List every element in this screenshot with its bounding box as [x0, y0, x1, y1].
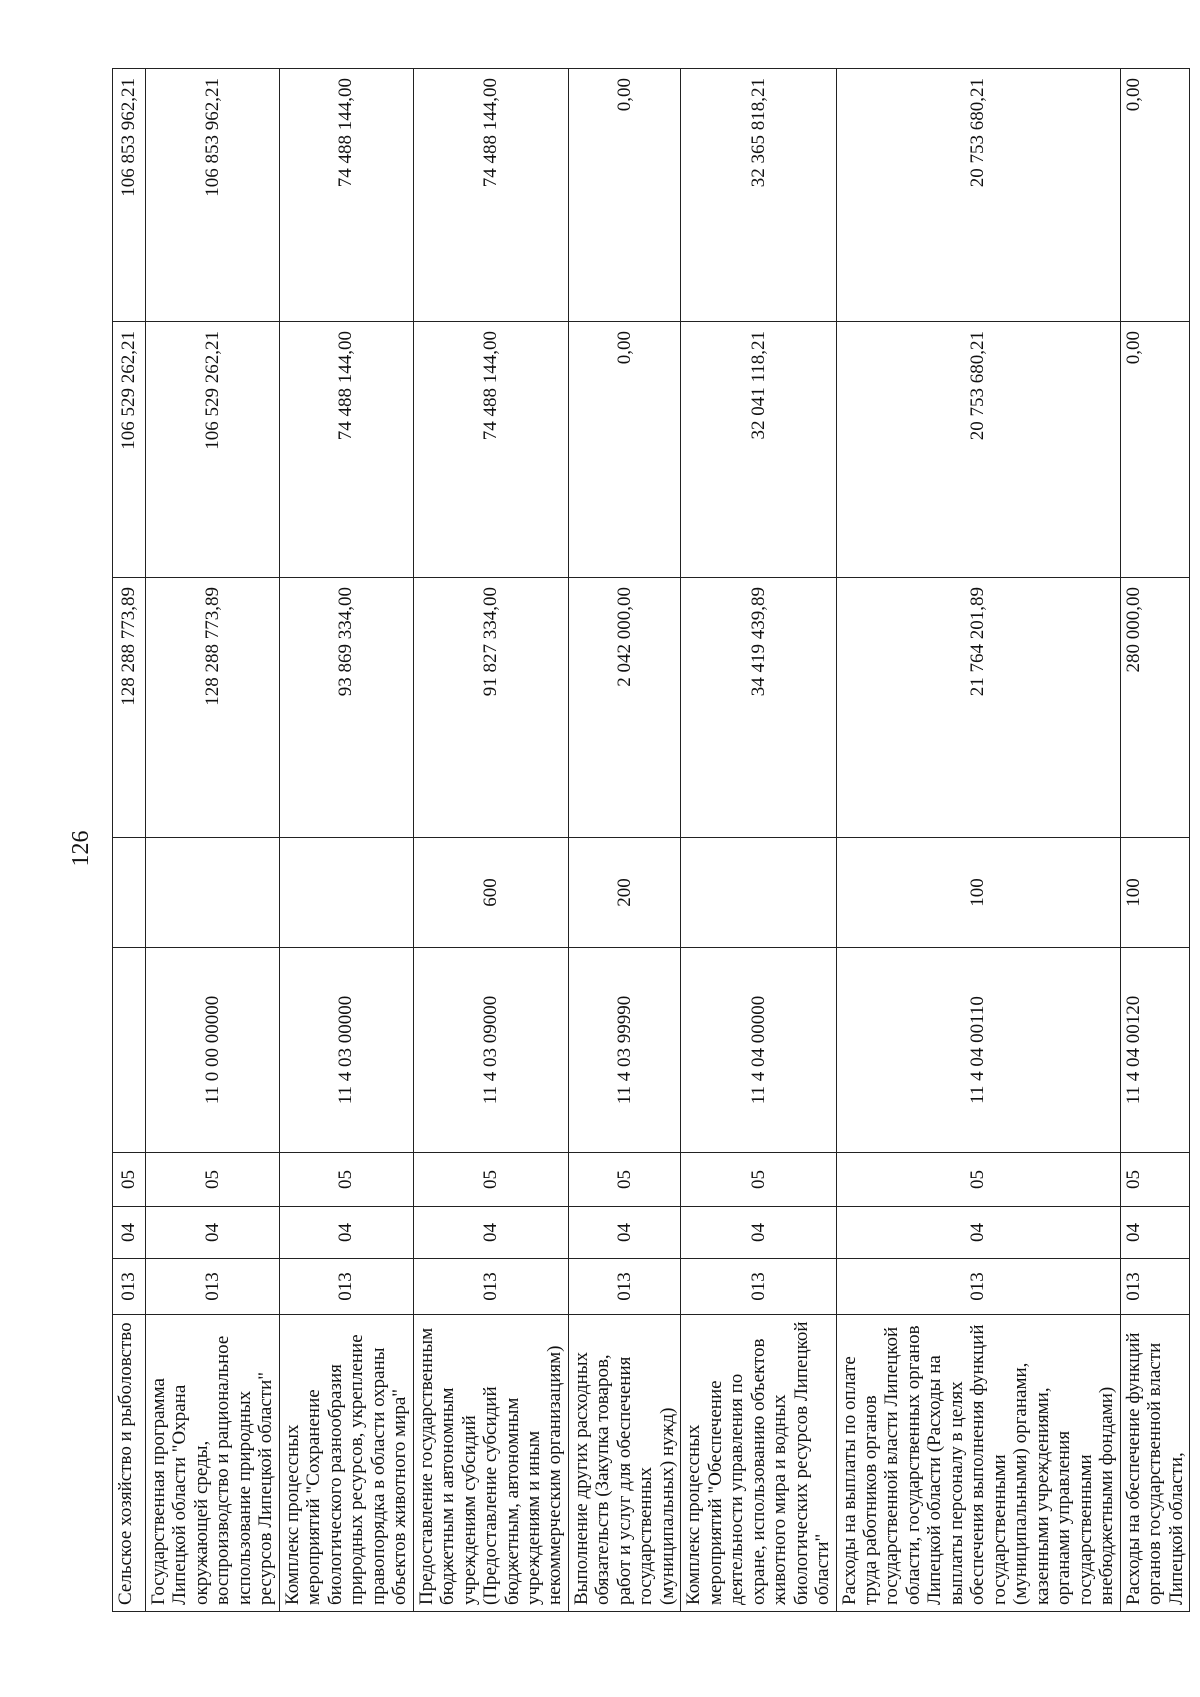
csr-code: 11 4 03 00000 — [279, 948, 413, 1153]
expense-name: Комплекс процессных мероприятий "Обеспечение деятельности управления по охране, использованию объектов животного мира и водных биологических ресурсов Липецкой области" — [681, 1315, 836, 1612]
sum-year-3: 0,00 — [568, 69, 680, 322]
sum-year-2: 32 041 118,21 — [681, 322, 836, 578]
table-row — [1120, 69, 1189, 1612]
gr-code: 013 — [681, 1259, 836, 1315]
csr-code: 11 4 04 00120 — [1120, 948, 1189, 1153]
rz-code: 04 — [279, 1207, 413, 1259]
gr-code: 013 — [146, 1259, 280, 1315]
sum-year-1: 280 000,00 — [1120, 578, 1189, 838]
expense-name: Государственная программа Липецкой области "Охрана окружающей среды, воспроизводство и рациональное использование природных ресурсов Липецкой области" — [146, 1315, 280, 1612]
expense-name: Расходы на обеспечение функций органов государственной власти Липецкой области, — [1120, 1315, 1189, 1612]
csr-code: 11 4 04 00000 — [681, 948, 836, 1153]
sum-year-3: 106 853 962,21 — [113, 69, 146, 322]
sum-year-1: 91 827 334,00 — [413, 578, 568, 838]
sum-year-2: 74 488 144,00 — [413, 322, 568, 578]
pr-code: 05 — [279, 1153, 413, 1207]
sum-year-2: 106 529 262,21 — [113, 322, 146, 578]
vr-code: 200 — [568, 838, 680, 948]
page-number: 126 — [68, 830, 94, 867]
sum-year-1: 2 042 000,00 — [568, 578, 680, 838]
sum-year-2: 20 753 680,21 — [836, 322, 1120, 578]
rz-code: 04 — [836, 1207, 1120, 1259]
table-row — [113, 69, 146, 1612]
table-row — [413, 69, 568, 1612]
csr-code: 11 4 03 09000 — [413, 948, 568, 1153]
sum-year-2: 106 529 262,21 — [146, 322, 280, 578]
table-row — [279, 69, 413, 1612]
table-row — [568, 69, 680, 1612]
vr-code — [146, 838, 280, 948]
rz-code: 04 — [113, 1207, 146, 1259]
sum-year-2: 0,00 — [568, 322, 680, 578]
gr-code: 013 — [413, 1259, 568, 1315]
vr-code: 100 — [836, 838, 1120, 948]
sum-year-1: 93 869 334,00 — [279, 578, 413, 838]
vr-code — [279, 838, 413, 948]
sum-year-1: 128 288 773,89 — [146, 578, 280, 838]
budget-table — [112, 68, 1190, 1612]
gr-code: 013 — [1120, 1259, 1189, 1315]
gr-code: 013 — [279, 1259, 413, 1315]
gr-code: 013 — [568, 1259, 680, 1315]
table-row — [681, 69, 836, 1612]
csr-code: 11 0 00 00000 — [146, 948, 280, 1153]
pr-code: 05 — [413, 1153, 568, 1207]
pr-code: 05 — [146, 1153, 280, 1207]
table-row — [836, 69, 1120, 1612]
pr-code: 05 — [681, 1153, 836, 1207]
table-row — [146, 69, 280, 1612]
pr-code: 05 — [568, 1153, 680, 1207]
sum-year-1: 21 764 201,89 — [836, 578, 1120, 838]
vr-code — [113, 838, 146, 948]
gr-code: 013 — [113, 1259, 146, 1315]
expense-name: Сельское хозяйство и рыболовство — [113, 1315, 146, 1612]
csr-code: 11 4 04 00110 — [836, 948, 1120, 1153]
rz-code: 04 — [681, 1207, 836, 1259]
rz-code: 04 — [1120, 1207, 1189, 1259]
expense-name: Выполнение других расходных обязательств (Закупка товаров, работ и услуг для обеспечения государственных (муниципальных) нужд) — [568, 1315, 680, 1612]
sum-year-3: 106 853 962,21 — [146, 69, 280, 322]
rz-code: 04 — [413, 1207, 568, 1259]
expense-name: Предоставление государственным бюджетным и автономным учреждениям субсидий (Предоставление субсидий бюджетным, автономным учреждениям и иным некоммерческим организациям) — [413, 1315, 568, 1612]
sum-year-3: 74 488 144,00 — [413, 69, 568, 322]
pr-code: 05 — [113, 1153, 146, 1207]
pr-code: 05 — [1120, 1153, 1189, 1207]
sum-year-1: 128 288 773,89 — [113, 578, 146, 838]
sum-year-3: 32 365 818,21 — [681, 69, 836, 322]
vr-code: 600 — [413, 838, 568, 948]
sum-year-3: 0,00 — [1120, 69, 1189, 322]
rz-code: 04 — [146, 1207, 280, 1259]
sum-year-1: 34 419 439,89 — [681, 578, 836, 838]
pr-code: 05 — [836, 1153, 1120, 1207]
sum-year-2: 74 488 144,00 — [279, 322, 413, 578]
csr-code: 11 4 03 99990 — [568, 948, 680, 1153]
expense-name: Расходы на выплаты по оплате труда работников органов государственной власти Липецкой области, государственных органов Липецкой области (Расходы на выплаты персоналу в целях обеспечения выполнения функций государственными (муниципальными) органами, казенными учреждениями, органами управления государственными внебюджетными фондами) — [836, 1315, 1120, 1612]
sum-year-3: 20 753 680,21 — [836, 69, 1120, 322]
sum-year-2: 0,00 — [1120, 322, 1189, 578]
sum-year-3: 74 488 144,00 — [279, 69, 413, 322]
rz-code: 04 — [568, 1207, 680, 1259]
expense-name: Комплекс процессных мероприятий "Сохранение биологического разнообразия природных ресурсов, укрепление правопорядка в области охраны объектов животного мира" — [279, 1315, 413, 1612]
vr-code: 100 — [1120, 838, 1189, 948]
gr-code: 013 — [836, 1259, 1120, 1315]
csr-code — [113, 948, 146, 1153]
vr-code — [681, 838, 836, 948]
